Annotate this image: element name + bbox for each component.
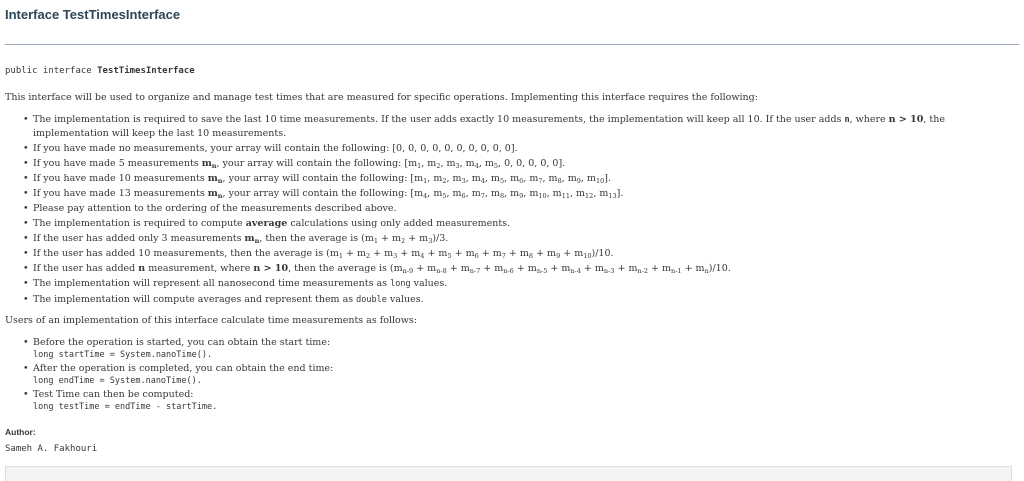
list-item: • If the user has added n measurement, where n > 10, then the average is $(m_{n-9} + m_{n-8} + m_{n-7} + m_{n-6} + m_{n-5} + m_{n-4} + m_{n-3} + m_{n-2} + m_{n-1} + m_n)/10$. <box>5 262 1005 275</box>
author-label: Author: <box>5 427 36 437</box>
interface-name: TestTimesInterface <box>97 66 195 76</box>
list-item: • Please pay attention to the ordering of the measurements described above. <box>5 202 1005 215</box>
requirements-list <box>5 113 1005 309</box>
author-name: Sameh A. Fakhouri <box>5 444 98 454</box>
interface-description: This interface will be used to organize and manage test times that are measured for specific operations. Implementing this interface requires the following: <box>5 92 758 103</box>
page-title: Interface TestTimesInterface <box>5 7 181 22</box>
list-item: • Test Time can then be computed: long testTime = endTime - startTime. <box>5 388 1005 414</box>
interface-declaration <box>5 66 195 76</box>
code-snippet: long endTime = System.nanoTime(). <box>33 376 202 386</box>
list-item: • If you have made 10 measurements $m_n$, your array will contain the following: [$m_1$, $m_2$, $m_3$, $m_4$, $m_5$, $m_6$, $m_7$, $m_8$, $m_9$, $m_{10}$]. <box>5 172 1005 185</box>
list-item: • Before the operation is started, you can obtain the start time: long startTime = System.nanoTime(). <box>5 336 1005 362</box>
list-item: • The implementation will represent all nanosecond time measurements as long values. <box>5 277 1005 291</box>
list-item: • The implementation is required to compute average calculations using only added measurements. <box>5 217 1005 230</box>
list-item: • The implementation is required to save the last 10 time measurements. If the user adds exactly 10 measurements, the implementation will keep all 10. If the user adds n, where n > 10, the implementation will keep the last 10 measurements. <box>5 113 1005 140</box>
code-snippet: long testTime = endTime - startTime. <box>33 402 218 412</box>
list-item: • If the user has added 10 measurements, then the average is $(m_1 + m_2 + m_3 + m_4 + m_5 + m_6 + m_7 + m_8 + m_9 + m_{10})/10$. <box>5 247 1005 260</box>
list-item: • If you have made 13 measurements $m_n$, your array will contain the following: [$m_4$, $m_5$, $m_6$, $m_7$, $m_8$, $m_9$, $m_{10}$, $m_{11}$, $m_{12}$, $m_{13}$]. <box>5 187 1005 200</box>
usage-intro: Users of an implementation of this interface calculate time measurements as follows: <box>5 315 417 326</box>
list-item: • If you have made 5 measurements $m_n$, your array will contain the following: [$m_1$, $m_2$, $m_3$, $m_4$, $m_5$, 0, 0, 0, 0, 0]. <box>5 157 1005 170</box>
list-item: • The implementation will compute averages and represent them as double values. <box>5 293 1005 307</box>
usage-list <box>5 336 1005 414</box>
list-item: • If you have made no measurements, your array will contain the following: [0, 0, 0, 0, 0, 0, 0, 0, 0, 0]. <box>5 142 1005 155</box>
list-item: • If the user has added only 3 measurements $m_n$, then the average is $(m_1 + m_2 + m_3)/3$. <box>5 232 1005 245</box>
footer-bar <box>5 466 1012 481</box>
code-snippet: long startTime = System.nanoTime(). <box>33 350 213 360</box>
header-divider <box>5 44 1019 45</box>
list-item: • After the operation is completed, you can obtain the end time: long endTime = System.nanoTime(). <box>5 362 1005 388</box>
declaration-keyword: public interface <box>5 66 92 76</box>
